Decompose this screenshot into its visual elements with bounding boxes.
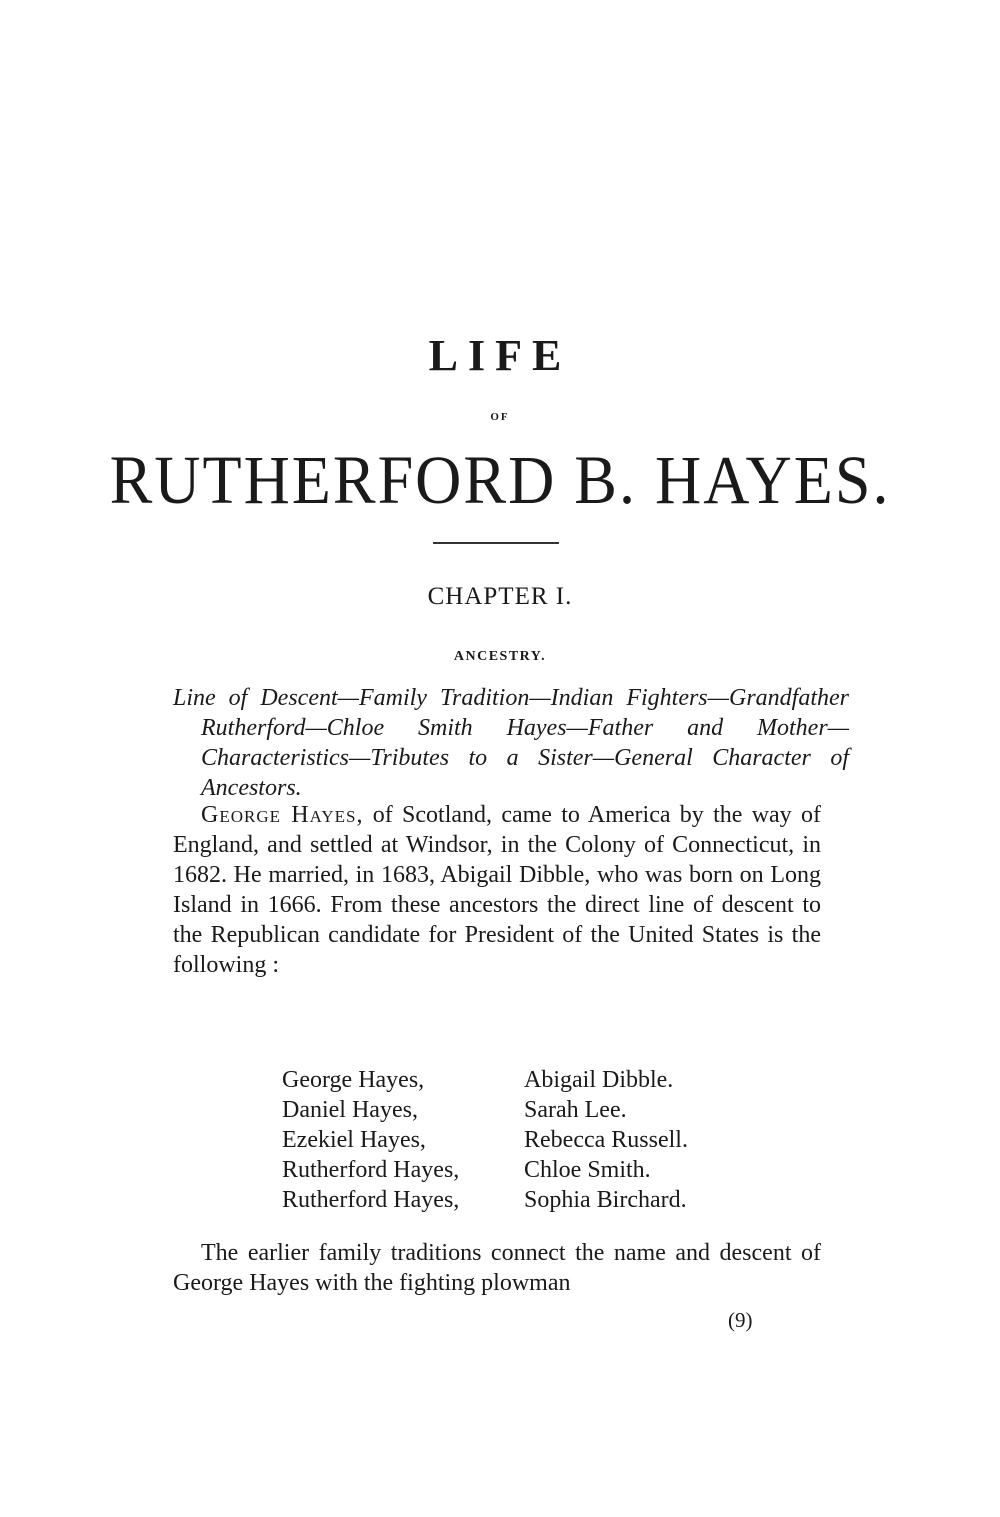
heading-of: OF — [490, 411, 510, 423]
paragraph-1-lead: George Hayes, — [201, 802, 364, 828]
page-number: (9) — [728, 1308, 753, 1332]
descent-row — [282, 1125, 688, 1155]
descent-father: Ezekiel Hayes, — [282, 1127, 426, 1153]
descent-father: George Hayes, — [282, 1067, 425, 1093]
paragraph-1 — [173, 800, 821, 980]
chapter-synopsis: Line of Descent—Family Tradition—Indian Fighters—Grandfather Rutherford—Chloe Smith Hayes—Father and Mother—Characteristics—Tributes to a Sister—General Character of Ancestors. — [173, 685, 849, 801]
descent-row — [282, 1095, 688, 1125]
chapter-number: CHAPTER I. — [427, 583, 573, 610]
descent-father: Rutherford Hayes, — [282, 1187, 460, 1213]
descent-table — [282, 1065, 688, 1215]
heading-life: LIFE — [428, 331, 572, 380]
descent-mother: Abigail Dibble. — [524, 1067, 674, 1093]
descent-row — [282, 1065, 688, 1095]
descent-mother: Rebecca Russell. — [524, 1127, 688, 1153]
paragraph-2: The earlier family traditions connect the name and descent of George Hayes with the fighting plowman — [173, 1240, 821, 1296]
descent-mother: Sophia Birchard. — [524, 1187, 687, 1213]
chapter-subject: ANCESTRY. — [453, 649, 547, 664]
descent-father: Daniel Hayes, — [282, 1097, 418, 1123]
descent-mother: Chloe Smith. — [524, 1157, 651, 1183]
heading-subject-name: RUTHERFORD B. HAYES. — [109, 441, 891, 519]
title-divider-rule — [433, 542, 559, 544]
descent-row — [282, 1155, 688, 1185]
descent-father: Rutherford Hayes, — [282, 1157, 460, 1183]
descent-mother: Sarah Lee. — [524, 1097, 627, 1123]
paragraph-1-text: of Scotland, came to America by the way of England, and settled at Windsor, in the Colony of Connecticut, in 1682. He married, in 1683, Abigail Dibble, who was born on Long Island in 1666. From these ancestors the direct line of descent to the Republican candidate for President of the United States is the following : — [173, 802, 821, 978]
descent-row — [282, 1185, 688, 1215]
